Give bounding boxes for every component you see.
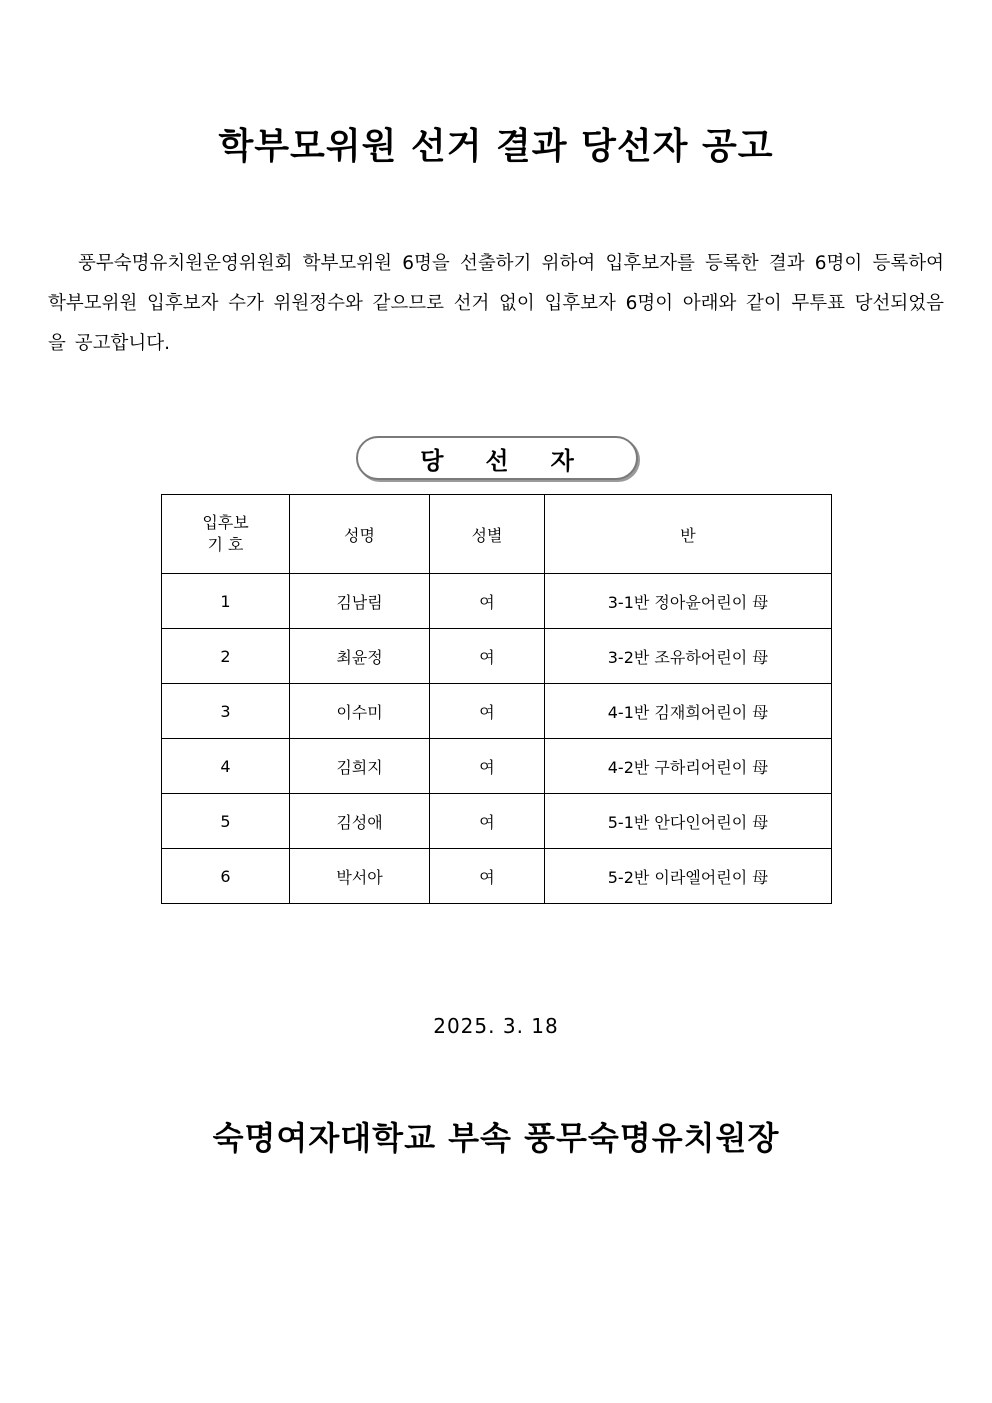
cell-gender: 여 bbox=[430, 849, 545, 904]
section-label: 당선자 bbox=[420, 446, 616, 475]
cell-name: 김희지 bbox=[290, 739, 430, 794]
cell-class: 3-2반 조유하어린이 母 bbox=[545, 629, 832, 684]
cell-gender: 여 bbox=[430, 684, 545, 739]
cell-class: 4-2반 구하리어린이 母 bbox=[545, 739, 832, 794]
cell-number: 3 bbox=[162, 684, 290, 739]
header-number-line1: 입후보 bbox=[202, 513, 249, 532]
cell-name: 박서아 bbox=[290, 849, 430, 904]
cell-class: 4-1반 김재희어린이 母 bbox=[545, 684, 832, 739]
cell-name: 최윤정 bbox=[290, 629, 430, 684]
table-row bbox=[162, 849, 832, 904]
cell-class: 5-1반 안다인어린이 母 bbox=[545, 794, 832, 849]
cell-gender: 여 bbox=[430, 574, 545, 629]
table-row bbox=[162, 794, 832, 849]
table-row bbox=[162, 574, 832, 629]
cell-gender: 여 bbox=[430, 629, 545, 684]
signature-issuer: 숙명여자대학교 부속 풍무숙명유치원장 bbox=[212, 1119, 780, 1157]
table-row bbox=[162, 739, 832, 794]
winners-table bbox=[161, 494, 832, 904]
announcement-date: 2025. 3. 18 bbox=[433, 1014, 559, 1038]
table-row bbox=[162, 629, 832, 684]
cell-class: 3-1반 정아윤어린이 母 bbox=[545, 574, 832, 629]
cell-number: 6 bbox=[162, 849, 290, 904]
cell-name: 김성애 bbox=[290, 794, 430, 849]
cell-number: 4 bbox=[162, 739, 290, 794]
header-class: 반 bbox=[545, 495, 832, 574]
cell-number: 1 bbox=[162, 574, 290, 629]
page-title: 학부모위원 선거 결과 당선자 공고 bbox=[218, 126, 774, 167]
cell-name: 김남림 bbox=[290, 574, 430, 629]
table-header-row bbox=[162, 495, 832, 574]
header-gender: 성별 bbox=[430, 495, 545, 574]
cell-class: 5-2반 이라엘어린이 母 bbox=[545, 849, 832, 904]
cell-name: 이수미 bbox=[290, 684, 430, 739]
announcement-body: 풍무숙명유치원운영위원회 학부모위원 6명을 선출하기 위하여 입후보자를 등록한 결과 6명이 등록하여 학부모위원 입후보자 수가 위원정수와 같으므로 선거 없이 입후보자 6명이 아래와 같이 무투표 당선되었음을 공고합니다. bbox=[48, 253, 944, 354]
table-row bbox=[162, 684, 832, 739]
section-label-box bbox=[356, 436, 638, 480]
header-name: 성명 bbox=[290, 495, 430, 574]
header-number-line2: 기 호 bbox=[207, 535, 244, 554]
cell-number: 5 bbox=[162, 794, 290, 849]
cell-gender: 여 bbox=[430, 794, 545, 849]
cell-number: 2 bbox=[162, 629, 290, 684]
header-number bbox=[162, 495, 290, 574]
cell-gender: 여 bbox=[430, 739, 545, 794]
